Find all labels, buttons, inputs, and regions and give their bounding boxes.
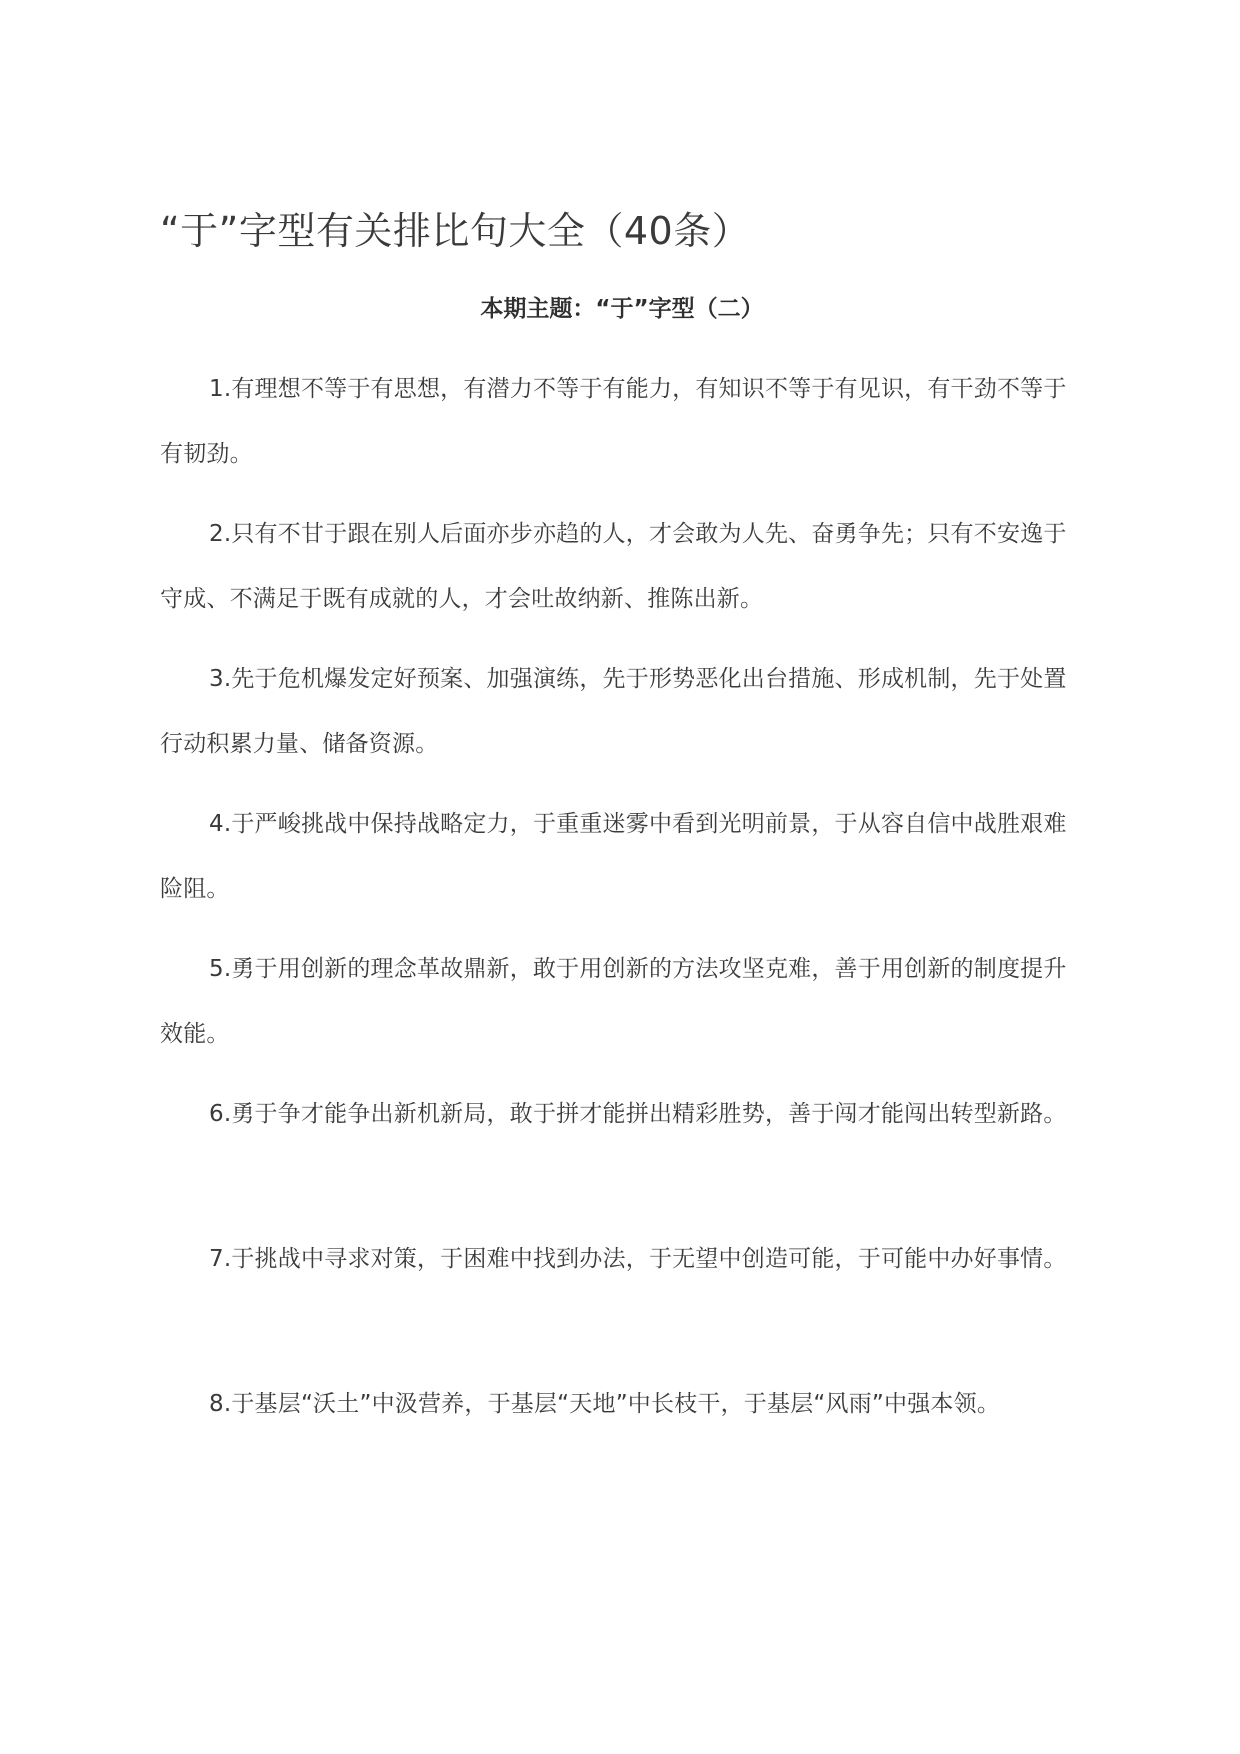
document-page bbox=[160, 0, 1084, 1754]
list-item: 6.勇于争才能争出新机新局，敢于拼才能拼出精彩胜势，善于闯才能闯出转型新路。 bbox=[209, 1101, 1067, 1127]
document-subtitle: 本期主题：“于”字型（二） bbox=[480, 296, 764, 322]
list-item: 5.勇于用创新的理念革故鼎新，敢于用创新的方法攻坚克难，善于用创新的制度提升效能。 bbox=[160, 956, 1067, 1047]
document-title: “于”字型有关排比句大全（40条） bbox=[160, 209, 751, 253]
list-item: 1.有理想不等于有思想，有潜力不等于有能力，有知识不等于有见识，有干劲不等于有韧劲。 bbox=[160, 376, 1067, 467]
list-item: 7.于挑战中寻求对策，于困难中找到办法，于无望中创造可能，于可能中办好事情。 bbox=[209, 1246, 1067, 1272]
list-item: 8.于基层“沃土”中汲营养，于基层“天地”中长枝干，于基层“风雨”中强本领。 bbox=[209, 1391, 1001, 1417]
list-item: 3.先于危机爆发定好预案、加强演练，先于形势恶化出台措施、形成机制，先于处置行动积累力量、储备资源。 bbox=[160, 666, 1067, 757]
list-item: 2.只有不甘于跟在别人后面亦步亦趋的人，才会敢为人先、奋勇争先；只有不安逸于守成、不满足于既有成就的人，才会吐故纳新、推陈出新。 bbox=[160, 521, 1067, 612]
list-item: 4.于严峻挑战中保持战略定力，于重重迷雾中看到光明前景，于从容自信中战胜艰难险阻。 bbox=[160, 811, 1067, 902]
